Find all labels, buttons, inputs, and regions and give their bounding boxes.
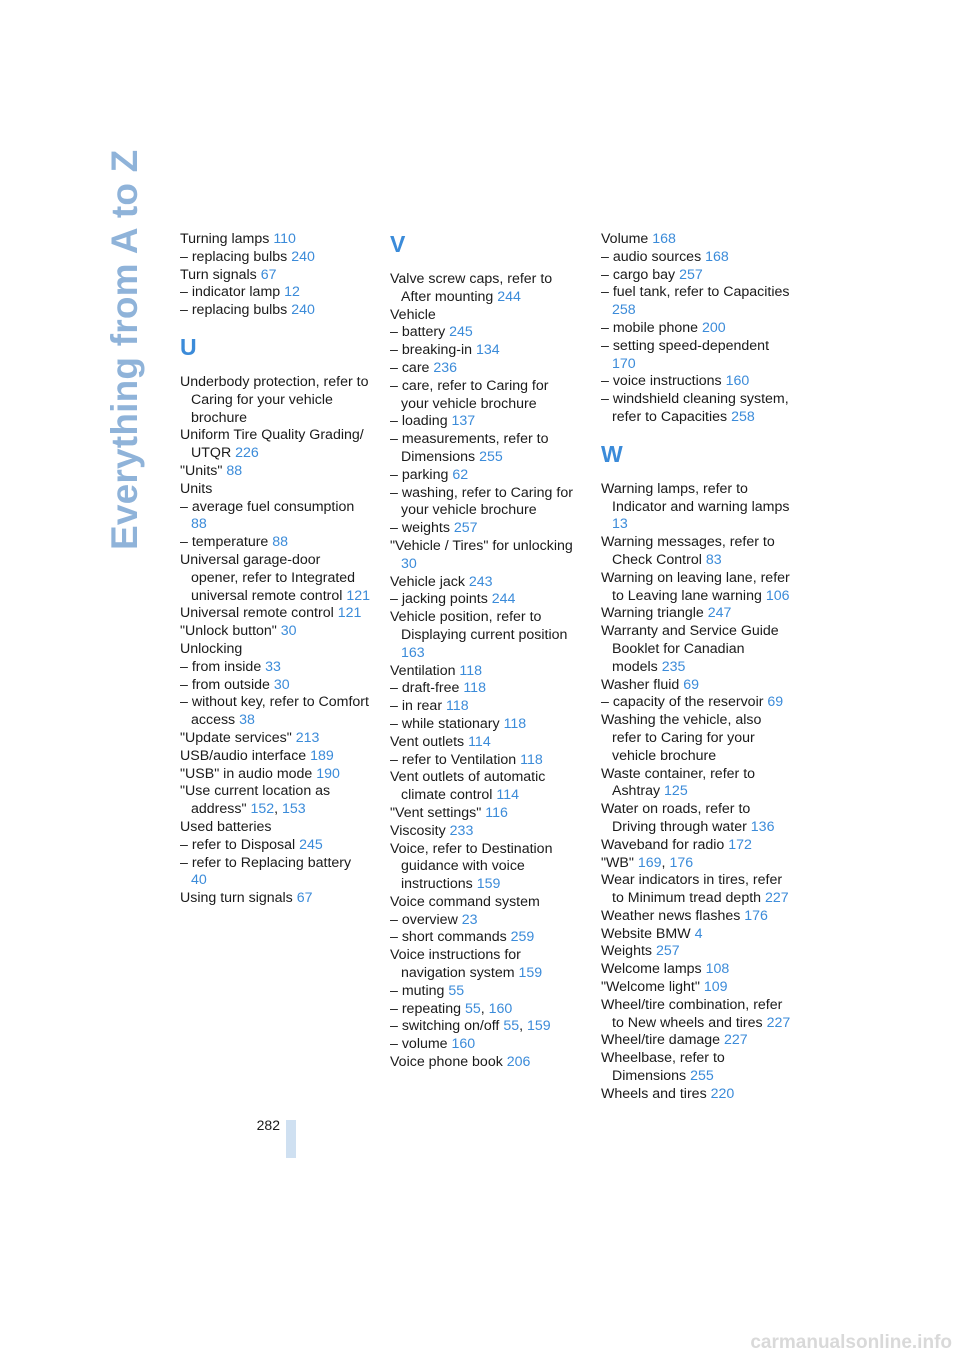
index-entry-text: – in rear	[390, 698, 446, 715]
index-entry-text: – while stationary	[390, 715, 504, 732]
page-reference-link[interactable]: 30	[273, 676, 290, 693]
index-entry-text: Wear indicators in tires, refer to Minimum tread depth	[601, 872, 783, 907]
page-reference-link[interactable]: 240	[291, 248, 315, 265]
index-entry	[601, 908, 791, 926]
page-reference-link[interactable]: 13	[612, 516, 628, 533]
index-entry-text: Wheels and tires	[601, 1085, 711, 1102]
index-entry-text: – refer to Disposal	[180, 836, 300, 853]
index-entry	[601, 570, 791, 606]
index-entry-text: – care, refer to Caring for your vehicle brochure	[390, 377, 549, 412]
index-entry-text: – voice instructions	[601, 373, 726, 390]
index-entry-text: Volume	[601, 231, 653, 247]
index-entry-text: Universal garage-door opener, refer to Integrated universal remote control	[180, 551, 356, 604]
index-entry	[601, 997, 791, 1033]
index-entry-text: Units	[180, 480, 213, 497]
page-reference-link[interactable]: 114	[468, 733, 491, 750]
page-reference-link[interactable]: 136	[750, 818, 775, 835]
index-entry-text: – breaking-in	[390, 342, 476, 359]
page-reference-link[interactable]: 258	[731, 408, 755, 425]
page-reference-link[interactable]: 160	[451, 1036, 476, 1053]
index-entry-text: Washer fluid	[601, 676, 684, 693]
page-reference-link[interactable]: 114	[496, 787, 520, 804]
index-column-3	[601, 231, 791, 1104]
index-entry	[601, 979, 791, 997]
page-number: 282	[256, 1117, 280, 1133]
index-entry-text: – audio sources	[601, 248, 706, 265]
index-entry	[601, 231, 791, 249]
page-reference-link[interactable]: 88	[272, 534, 289, 551]
index-entry-text: Underbody protection, refer to Caring for your vehicle brochure	[180, 373, 369, 426]
index-entry-text: Vent outlets	[390, 733, 469, 750]
index-entry-text: Warning triangle	[601, 605, 708, 622]
page-reference-link[interactable]: 176	[669, 854, 694, 871]
index-entry	[390, 912, 580, 930]
page-reference-link[interactable]: 243	[468, 573, 493, 590]
page-reference-link[interactable]: 69	[767, 694, 784, 711]
page-reference-link[interactable]: 4	[694, 925, 703, 942]
page-reference-link[interactable]: 235	[661, 658, 686, 675]
index-entry	[180, 374, 370, 427]
index-entry	[390, 467, 580, 485]
index-entry-text: "USB" in audio mode	[180, 765, 317, 782]
index-entry-text: Website BMW	[601, 925, 695, 942]
page-reference-link[interactable]: 67	[296, 890, 313, 907]
index-entry-text: – from outside	[180, 676, 274, 693]
page-reference-link[interactable]: 108	[705, 961, 730, 978]
page-reference-link[interactable]: 55	[448, 982, 465, 999]
index-entry	[601, 1050, 791, 1086]
index-entry	[601, 320, 791, 338]
index-entry	[601, 623, 791, 676]
index-entry	[390, 609, 580, 662]
index-entry	[390, 805, 580, 823]
index-entry	[390, 752, 580, 770]
index-entry-text: Used batteries	[180, 818, 272, 835]
index-entry-text: – short commands	[390, 929, 511, 946]
page-reference-link[interactable]: 244	[491, 591, 516, 608]
page-reference-link[interactable]: 33	[265, 658, 281, 675]
index-entry	[390, 947, 580, 983]
index-entry	[180, 890, 370, 908]
page-reference-link[interactable]: 259	[510, 929, 535, 946]
index-entry	[390, 929, 580, 947]
index-entry	[390, 485, 580, 521]
page-reference-link[interactable]: 38	[239, 712, 255, 729]
page-reference-link[interactable]: 152	[250, 801, 275, 818]
page-reference-link[interactable]: 257	[655, 943, 680, 960]
index-entry	[390, 983, 580, 1001]
index-entry-text: – loading	[390, 413, 452, 430]
index-entry	[390, 431, 580, 467]
page-reference-link[interactable]: 168	[652, 231, 676, 247]
index-entry	[601, 677, 791, 695]
index-entry	[601, 605, 791, 623]
page-reference-link[interactable]: 118	[520, 751, 543, 768]
page-reference-link[interactable]: 257	[679, 266, 703, 283]
index-entry-text: – temperature	[180, 534, 273, 551]
page-reference-link[interactable]: 220	[710, 1085, 735, 1102]
index-entry	[180, 659, 370, 677]
index-entry-text: – washing, refer to Caring for your vehicle brochure	[390, 484, 573, 519]
index-entry	[390, 663, 580, 681]
index-entry-text: Wheelbase, refer to Dimensions	[601, 1050, 725, 1085]
index-entry	[390, 734, 580, 752]
index-entry	[180, 231, 370, 249]
index-entry	[180, 748, 370, 766]
index-entry	[390, 538, 580, 574]
page-reference-link[interactable]: 240	[291, 302, 315, 319]
index-entry-text: – cargo bay	[601, 266, 680, 283]
index-entry	[601, 267, 791, 285]
chapter-side-title-text: Everything from A to Z	[104, 149, 145, 550]
index-entry-text: – volume	[390, 1036, 452, 1053]
page-reference-link[interactable]: 170	[612, 355, 636, 372]
index-entry	[601, 373, 791, 391]
index-entry-text: Warning lamps, refer to Indicator and warning lamps	[601, 480, 790, 515]
index-entry-text: – average fuel consumption	[180, 498, 355, 515]
index-entry	[180, 427, 370, 463]
page-reference-link[interactable]: 134	[475, 342, 500, 359]
section-letter: W	[601, 440, 623, 467]
page-reference-link[interactable]: 118	[463, 680, 486, 697]
index-entry	[390, 823, 580, 841]
index-entry-text: – without key, refer to Comfort access	[180, 694, 369, 729]
index-entry-text: – refer to Ventilation	[390, 751, 521, 768]
page-reference-link[interactable]: 62	[452, 466, 469, 483]
page-reference-link[interactable]: 176	[744, 907, 768, 924]
index-entry-text: Viscosity	[390, 822, 450, 839]
index-entry-text: – repeating	[390, 1000, 465, 1017]
page-reference-link[interactable]: 244	[497, 288, 521, 305]
index-entry-text: Turning lamps	[180, 231, 274, 247]
index-entry: – repeating 55, 160	[390, 1000, 513, 1017]
index-entry-text: Weather news flashes	[601, 907, 745, 924]
index-entry-text: Valve screw caps, refer to After mounting	[390, 271, 553, 305]
index-entry	[390, 769, 580, 805]
index-entry-text: – battery	[390, 324, 450, 341]
index-entry	[180, 623, 370, 641]
index-entry-text: – capacity of the reservoir	[601, 694, 768, 711]
index-entry	[390, 698, 580, 716]
page-reference-link[interactable]: 118	[446, 698, 469, 715]
index-entry-text: Vent outlets of automatic climate control	[390, 769, 546, 804]
index-entry-text: – measurements, refer to Dimensions	[390, 431, 549, 465]
page-reference-link[interactable]: 226	[235, 445, 259, 462]
page-reference-link[interactable]: 255	[690, 1068, 714, 1085]
page-reference-link[interactable]: 23	[461, 911, 478, 928]
index-entry	[390, 324, 580, 342]
index-entry-text: USB/audio interface	[180, 747, 311, 764]
page-reference-link[interactable]: 257	[453, 520, 478, 537]
page-reference-link[interactable]: 69	[683, 676, 700, 693]
index-entry	[390, 680, 580, 698]
page-reference-link[interactable]: 159	[476, 876, 501, 893]
page-reference-link[interactable]: 153	[282, 801, 306, 818]
index-entry	[601, 481, 791, 534]
index-entry	[180, 463, 370, 481]
page-reference-link[interactable]: 67	[260, 266, 277, 283]
index-entry	[601, 284, 791, 320]
index-entry	[180, 819, 370, 837]
chapter-side-title	[92, 149, 152, 552]
index-entry-text: Turn signals	[180, 266, 261, 283]
index-entry-text: Warning messages, refer to Check Control	[601, 534, 775, 568]
page-reference-link[interactable]: 190	[316, 765, 340, 782]
index-entry	[180, 481, 370, 499]
index-entry-text: – overview	[390, 911, 462, 928]
page-reference-link[interactable]: 116	[485, 804, 508, 821]
index-entry	[390, 591, 580, 609]
index-entry-text: Voice instructions for navigation system	[390, 947, 521, 982]
index-entry-text: – windshield cleaning system, refer to Capacities	[601, 391, 789, 425]
index-entry-text: – weights	[390, 520, 454, 537]
index-entry	[180, 641, 370, 659]
index-entry	[601, 694, 791, 712]
page-reference-link[interactable]: 233	[449, 822, 474, 839]
page-reference-link[interactable]: 160	[488, 1000, 513, 1017]
index-entry-text: – muting	[390, 982, 449, 999]
index-entry	[180, 605, 370, 623]
index-entry	[180, 766, 370, 784]
index-entry	[180, 694, 370, 730]
index-entry	[180, 267, 370, 285]
index-entry-text: Weights	[601, 943, 656, 960]
index-entry-text: Warranty and Service Guide Booklet for Canadian models	[601, 623, 779, 675]
page-reference-link[interactable]: 125	[664, 783, 688, 800]
page-reference-link[interactable]: 160	[725, 373, 750, 390]
index-entry-text: – replacing bulbs	[180, 302, 292, 319]
index-entry-text: "Vent settings"	[390, 804, 486, 821]
index-entry	[390, 841, 580, 894]
index-entry-text: Unlocking	[180, 640, 243, 657]
index-entry	[390, 360, 580, 378]
index-entry	[180, 837, 370, 855]
index-column-2	[390, 231, 580, 1072]
index-entry-text: Universal remote control	[180, 605, 338, 622]
index-entry-text: Wheel/tire damage	[601, 1032, 725, 1049]
index-entry	[601, 943, 791, 961]
page-reference-link[interactable]: 255	[479, 448, 503, 465]
index-entry	[180, 302, 370, 320]
page-reference-link[interactable]: 118	[503, 715, 527, 732]
index-entry	[390, 342, 580, 360]
index-entry	[390, 1054, 580, 1072]
index-entry	[601, 766, 791, 802]
index-entry	[180, 730, 370, 748]
index-entry	[601, 1086, 791, 1104]
page-reference-link[interactable]: 227	[764, 890, 789, 907]
index-entry-text: "WB"	[601, 854, 638, 871]
index-entry-text: Voice, refer to Destination guidance with voice instructions	[390, 840, 553, 893]
page-reference-link[interactable]: 55	[503, 1018, 520, 1035]
page-reference-link[interactable]: 137	[451, 413, 476, 430]
page-reference-link[interactable]: 109	[703, 979, 728, 996]
index-entry-text: "Vehicle / Tires" for unlocking	[390, 537, 573, 554]
index-entry-text: – fuel tank, refer to Capacities	[601, 284, 790, 301]
index-entry-text: – indicator lamp	[180, 284, 285, 301]
index-entry	[390, 520, 580, 538]
page-marker-bar	[286, 1120, 296, 1158]
index-entry-text: – parking	[390, 466, 453, 483]
page-reference-link[interactable]: 245	[299, 836, 323, 853]
index-entry-text: – switching on/off	[390, 1018, 504, 1035]
page-reference-link[interactable]: 30	[280, 623, 297, 640]
index-entry-text: Water on roads, refer to Driving through water	[601, 801, 751, 835]
section-letter: U	[180, 333, 197, 360]
index-entry	[601, 249, 791, 267]
index-entry	[390, 574, 580, 592]
page-reference-link[interactable]: 245	[449, 324, 473, 341]
index-entry-text: "Unlock button"	[180, 623, 281, 640]
page-reference-link[interactable]: 12	[284, 284, 300, 301]
index-entry-text: Waveband for radio	[601, 836, 729, 853]
page-reference-link[interactable]: 163	[401, 644, 425, 661]
index-column-1	[180, 231, 370, 908]
index-entry	[180, 677, 370, 695]
index-entry-text: "Use current location as address"	[180, 783, 331, 818]
section-letter: V	[390, 231, 406, 257]
page-reference-link[interactable]: 227	[724, 1032, 748, 1049]
index-entry: "WB" 169, 176	[601, 854, 694, 871]
index-entry-text: – refer to Replacing battery	[180, 854, 352, 871]
index-entry	[390, 378, 580, 414]
index-entry	[601, 534, 791, 570]
index-entry-text: – jacking points	[390, 591, 492, 608]
page-reference-link[interactable]: 159	[526, 1018, 551, 1035]
page-reference-link[interactable]: 200	[701, 319, 726, 336]
index-entry	[390, 716, 580, 734]
index-entry-text: "Welcome light"	[601, 979, 704, 996]
page-reference-link[interactable]: 106	[765, 587, 790, 604]
page-reference-link[interactable]: 236	[433, 359, 458, 376]
page-reference-link[interactable]: 88	[191, 516, 207, 533]
page-reference-link[interactable]: 168	[705, 248, 729, 265]
index-entry: – switching on/off 55, 159	[390, 1018, 551, 1035]
index-entry	[601, 338, 791, 374]
index-entry	[180, 499, 370, 535]
index-entry	[180, 855, 370, 891]
index-entry-text: Vehicle	[390, 306, 436, 323]
index-entry-text: – setting speed-dependent	[601, 337, 770, 354]
index-entry-text: Vehicle jack	[390, 573, 469, 590]
page-reference-link[interactable]: 206	[506, 1054, 531, 1071]
index-entry	[601, 1032, 791, 1050]
index-entry	[601, 961, 791, 979]
index-entry-text: Using turn signals	[180, 890, 297, 907]
index-entry-text: Welcome lamps	[601, 961, 706, 978]
page-reference-link[interactable]: 88	[226, 462, 243, 479]
index-entry	[601, 837, 791, 855]
index-entry-text: – mobile phone	[601, 319, 702, 336]
index-entry	[601, 391, 791, 427]
index-entry-text: "Update services"	[180, 729, 296, 746]
index-entry-text: Ventilation	[390, 662, 460, 679]
page-reference-link[interactable]: 213	[295, 729, 320, 746]
page-reference-link[interactable]: 55	[464, 1000, 481, 1017]
page-reference-link[interactable]: 227	[766, 1014, 791, 1031]
page-reference-link[interactable]: 118	[459, 662, 483, 679]
index-entry	[180, 534, 370, 552]
index-entry	[390, 413, 580, 431]
index-entry-text: "Units"	[180, 462, 227, 479]
index-entry-text: Vehicle position, refer to Displaying current position	[390, 609, 568, 643]
index-entry-text: Voice phone book	[390, 1054, 507, 1071]
index-entry-text: Wheel/tire combination, refer to New wheels and tires	[601, 996, 783, 1031]
page-reference-link[interactable]: 40	[191, 872, 207, 889]
page-reference-link[interactable]: 258	[612, 302, 636, 319]
index-entry-text: Waste container, refer to Ashtray	[601, 765, 756, 800]
index-entry	[601, 926, 791, 944]
page-reference-link[interactable]: 159	[518, 965, 543, 982]
index-entry	[390, 894, 580, 912]
page-reference-link[interactable]: 121	[337, 605, 362, 622]
watermark: carmanualsonline.info	[750, 1332, 952, 1353]
index-entry-text: Uniform Tire Quality Grading/ UTQR	[180, 427, 364, 462]
page-reference-link[interactable]: 30	[401, 555, 417, 572]
index-entry	[390, 307, 580, 325]
index-entry-text: – replacing bulbs	[180, 248, 292, 265]
page-reference-link[interactable]: 121	[346, 587, 371, 604]
index-entry	[180, 249, 370, 267]
page-reference-link[interactable]: 110	[273, 231, 296, 247]
index-entry-text: Voice command system	[390, 893, 540, 910]
index-entry-text: Warning on leaving lane, refer to Leaving lane warning	[601, 569, 790, 604]
page-reference-link[interactable]: 189	[310, 747, 334, 764]
index-entry	[601, 801, 791, 837]
index-entry	[180, 284, 370, 302]
page-reference-link[interactable]: 247	[707, 605, 732, 622]
index-entry	[180, 552, 370, 605]
page-reference-link[interactable]: 169	[637, 854, 662, 871]
index-entry-text: – from inside	[180, 658, 266, 675]
index-entry-text: – care	[390, 359, 434, 376]
index-entry-text: Washing the vehicle, also refer to Caring for your vehicle brochure	[601, 712, 762, 764]
index-entry	[390, 271, 580, 307]
page-reference-link[interactable]: 83	[705, 551, 722, 568]
index-entry-text: – draft-free	[390, 680, 464, 697]
page-reference-link[interactable]: 172	[728, 836, 752, 853]
index-entry	[601, 712, 791, 765]
index-entry	[390, 1036, 580, 1054]
index-entry: "Use current location as address" 152, 153	[180, 783, 331, 818]
index-entry	[601, 872, 791, 908]
